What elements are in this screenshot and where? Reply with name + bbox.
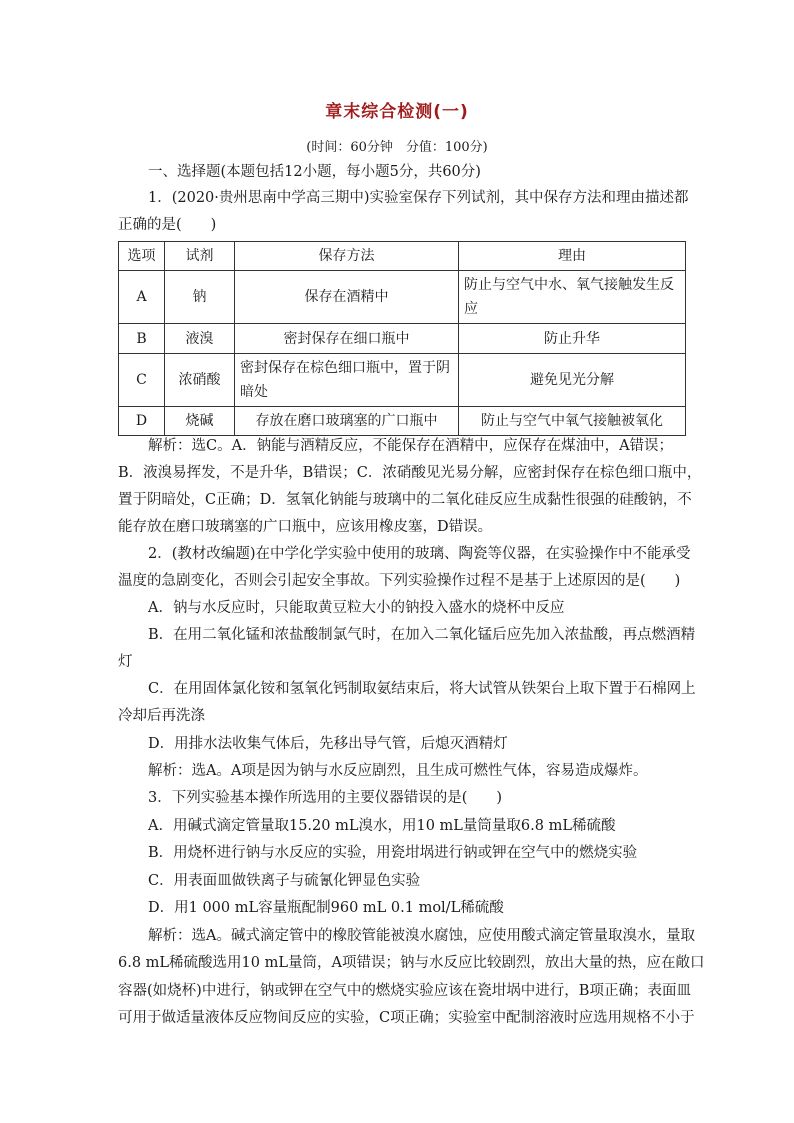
table-cell-reagent: 液溴 [165, 324, 235, 354]
table-cell-method: 密封保存在棕色细口瓶中，置于阴暗处 [235, 354, 459, 407]
q2-stem-line-1: 2．(教材改编题)在中学化学实验中使用的玻璃、陶瓷等仪器，在实验操作中不能承受 [148, 546, 691, 562]
q1-stem-line-1: 1．(2020·贵州思南中学高三期中)实验室保存下列试剂，其中保存方法和理由描述都 [148, 190, 689, 206]
q1-analysis-line-3: 置于阴暗处，C正确；D．氢氧化钠能与玻璃中的二氧化硅反应生成黏性很强的硅酸钠，不 [118, 492, 692, 508]
q1-table [118, 241, 686, 436]
table-cell-method: 存放在磨口玻璃塞的广口瓶中 [235, 407, 459, 436]
q2-option-b-line-1: B．在用二氧化锰和浓盐酸制氯气时，在加入二氧化锰后应先加入浓盐酸，再点燃酒精 [148, 627, 696, 643]
table-cell-option: B [119, 324, 165, 354]
page-title: 章末综合检测(一) [325, 102, 469, 122]
q3-analysis-line-3: 容器(如烧杯)中进行，钠或钾在空气中的燃烧实验应该在瓷坩埚中进行，B项正确；表面皿 [118, 983, 691, 999]
q1-analysis-line-1: 解析：选C。A．钠能与酒精反应，不能保存在酒精中，应保存在煤油中，A错误； [148, 438, 674, 454]
table-cell-method: 保存在酒精中 [235, 271, 459, 324]
q2-option-c-line-2: 冷却后再洗涤 [118, 708, 205, 724]
table-row [119, 324, 686, 354]
table-cell-option: D [119, 407, 165, 436]
q2-option-b-line-2: 灯 [118, 654, 133, 670]
table-cell-option: A [119, 271, 165, 324]
q2-option-c-line-1: C．在用固体氯化铵和氢氧化钙制取氨结束后，将大试管从铁架台上取下置于石棉网上 [148, 681, 696, 697]
table-cell-reagent: 浓硝酸 [165, 354, 235, 407]
table-row [119, 271, 686, 324]
table-row [119, 407, 686, 436]
q2-option-a: A．钠与水反应时，只能取黄豆粒大小的钠投入盛水的烧杯中反应 [148, 600, 565, 616]
q3-option-c: C．用表面皿做铁离子与硫氰化钾显色实验 [148, 873, 421, 889]
q3-option-d: D．用1 000 mL容量瓶配制960 mL 0.1 mol/L稀硫酸 [148, 900, 504, 916]
table-header-cell: 保存方法 [235, 242, 459, 271]
table-cell-option: C [119, 354, 165, 407]
q1-analysis-line-2: B．液溴易挥发，不是升华，B错误；C．浓硝酸见光易分解，应密封保存在棕色细口瓶中， [118, 465, 702, 481]
q3-analysis-line-4: 可用于做适量液体反应物间反应的实验，C项正确；实验室中配制溶液时应选用规格不小于 [118, 1010, 695, 1026]
q2-stem-line-2: 温度的急剧变化，否则会引起安全事故。下列实验操作过程不是基于上述原因的是( ) [118, 573, 681, 589]
table-header-cell: 试剂 [165, 242, 235, 271]
table-header-row [119, 242, 686, 271]
table-cell-reagent: 烧碱 [165, 407, 235, 436]
q3-stem: 3．下列实验基本操作所选用的主要仪器错误的是( ) [148, 790, 503, 806]
q3-option-a: A．用碱式滴定管量取15.20 mL溴水，用10 mL量筒量取6.8 mL稀硫酸 [148, 818, 616, 834]
q3-analysis-line-1: 解析：选A。碱式滴定管中的橡胶管能被溴水腐蚀，应使用酸式滴定管量取溴水，量取 [148, 928, 695, 944]
section-heading: 一、选择题(本题包括12小题，每小题5分，共60分) [148, 164, 481, 180]
table-header-cell: 理由 [459, 242, 686, 271]
q1-analysis-line-4: 能存放在磨口玻璃塞的广口瓶中，应该用橡皮塞，D错误。 [118, 519, 493, 535]
q2-analysis: 解析：选A。A项是因为钠与水反应剧烈，且生成可燃性气体，容易造成爆炸。 [148, 763, 648, 779]
table-cell-reason: 避免见光分解 [459, 354, 686, 407]
table-row [119, 354, 686, 407]
table-cell-reagent: 钠 [165, 271, 235, 324]
table-cell-reason: 防止升华 [459, 324, 686, 354]
q2-option-d: D．用排水法收集气体后，先移出导气管，后熄灭酒精灯 [148, 736, 508, 752]
exam-meta: (时间：60分钟 分值：100分) [306, 140, 488, 155]
table-header-cell: 选项 [119, 242, 165, 271]
table-cell-reason: 防止与空气中氧气接触被氧化 [459, 407, 686, 436]
q1-stem-line-2: 正确的是( ) [118, 217, 217, 233]
q3-option-b: B．用烧杯进行钠与水反应的实验，用瓷坩埚进行钠或钾在空气中的燃烧实验 [148, 845, 638, 861]
table-cell-method: 密封保存在细口瓶中 [235, 324, 459, 354]
q3-analysis-line-2: 6.8 mL稀硫酸选用10 mL量筒，A项错误；钠与水反应比较剧烈，放出大量的热，应在敞口 [118, 955, 705, 971]
table-cell-reason: 防止与空气中水、氧气接触发生反应 [459, 271, 686, 324]
